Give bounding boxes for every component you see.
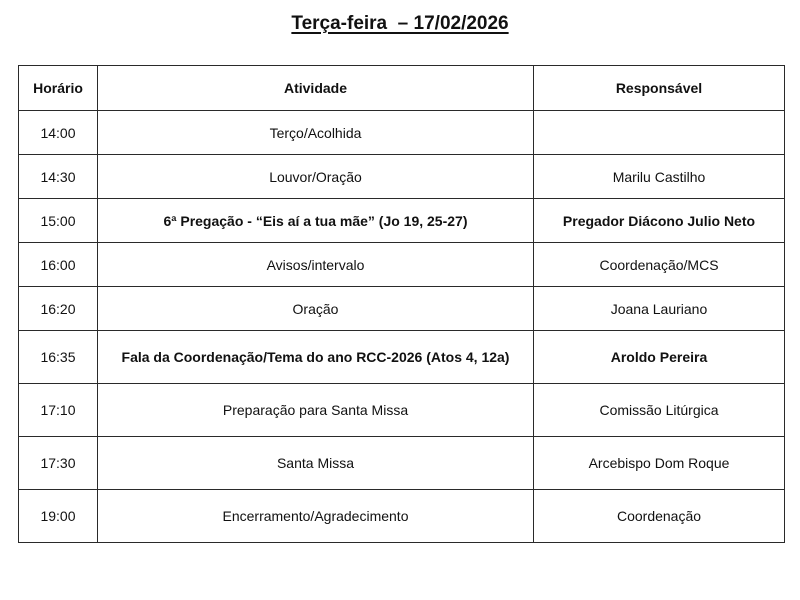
time-cell: 15:00 (19, 199, 98, 243)
time-cell: 19:00 (19, 490, 98, 543)
responsible-cell: Marilu Castilho (534, 155, 785, 199)
time-cell: 14:30 (19, 155, 98, 199)
activity-cell: Avisos/intervalo (98, 243, 534, 287)
table-row (19, 155, 785, 199)
activity-cell: Fala da Coordenação/Tema do ano RCC-2026 (Atos 4, 12a) (98, 331, 534, 384)
table-header-row (19, 66, 785, 111)
table-row (19, 490, 785, 543)
activity-cell: Oração (98, 287, 534, 331)
column-header-activity: Atividade (98, 66, 534, 111)
activity-cell: Encerramento/Agradecimento (98, 490, 534, 543)
table-row (19, 384, 785, 437)
time-cell: 17:30 (19, 437, 98, 490)
activity-cell: Terço/Acolhida (98, 111, 534, 155)
time-cell: 14:00 (19, 111, 98, 155)
responsible-cell: Aroldo Pereira (534, 331, 785, 384)
responsible-cell (534, 111, 785, 155)
responsible-cell: Coordenação/MCS (534, 243, 785, 287)
time-cell: 17:10 (19, 384, 98, 437)
column-header-responsible: Responsável (534, 66, 785, 111)
table-row (19, 437, 785, 490)
table-row (19, 111, 785, 155)
time-cell: 16:00 (19, 243, 98, 287)
table-row (19, 331, 785, 384)
page-title (0, 11, 800, 37)
table-row (19, 287, 785, 331)
table-row (19, 199, 785, 243)
responsible-cell: Arcebispo Dom Roque (534, 437, 785, 490)
page-title-text: Terça-feira – 17/02/2026 (291, 13, 509, 34)
activity-cell: Louvor/Oração (98, 155, 534, 199)
column-header-time: Horário (19, 66, 98, 111)
responsible-cell: Coordenação (534, 490, 785, 543)
responsible-cell: Pregador Diácono Julio Neto (534, 199, 785, 243)
schedule-table (18, 65, 785, 543)
responsible-cell: Comissão Litúrgica (534, 384, 785, 437)
activity-cell: Santa Missa (98, 437, 534, 490)
responsible-cell: Joana Lauriano (534, 287, 785, 331)
table-row (19, 243, 785, 287)
activity-cell: 6ª Pregação - “Eis aí a tua mãe” (Jo 19, 25-27) (98, 199, 534, 243)
time-cell: 16:35 (19, 331, 98, 384)
time-cell: 16:20 (19, 287, 98, 331)
activity-cell: Preparação para Santa Missa (98, 384, 534, 437)
